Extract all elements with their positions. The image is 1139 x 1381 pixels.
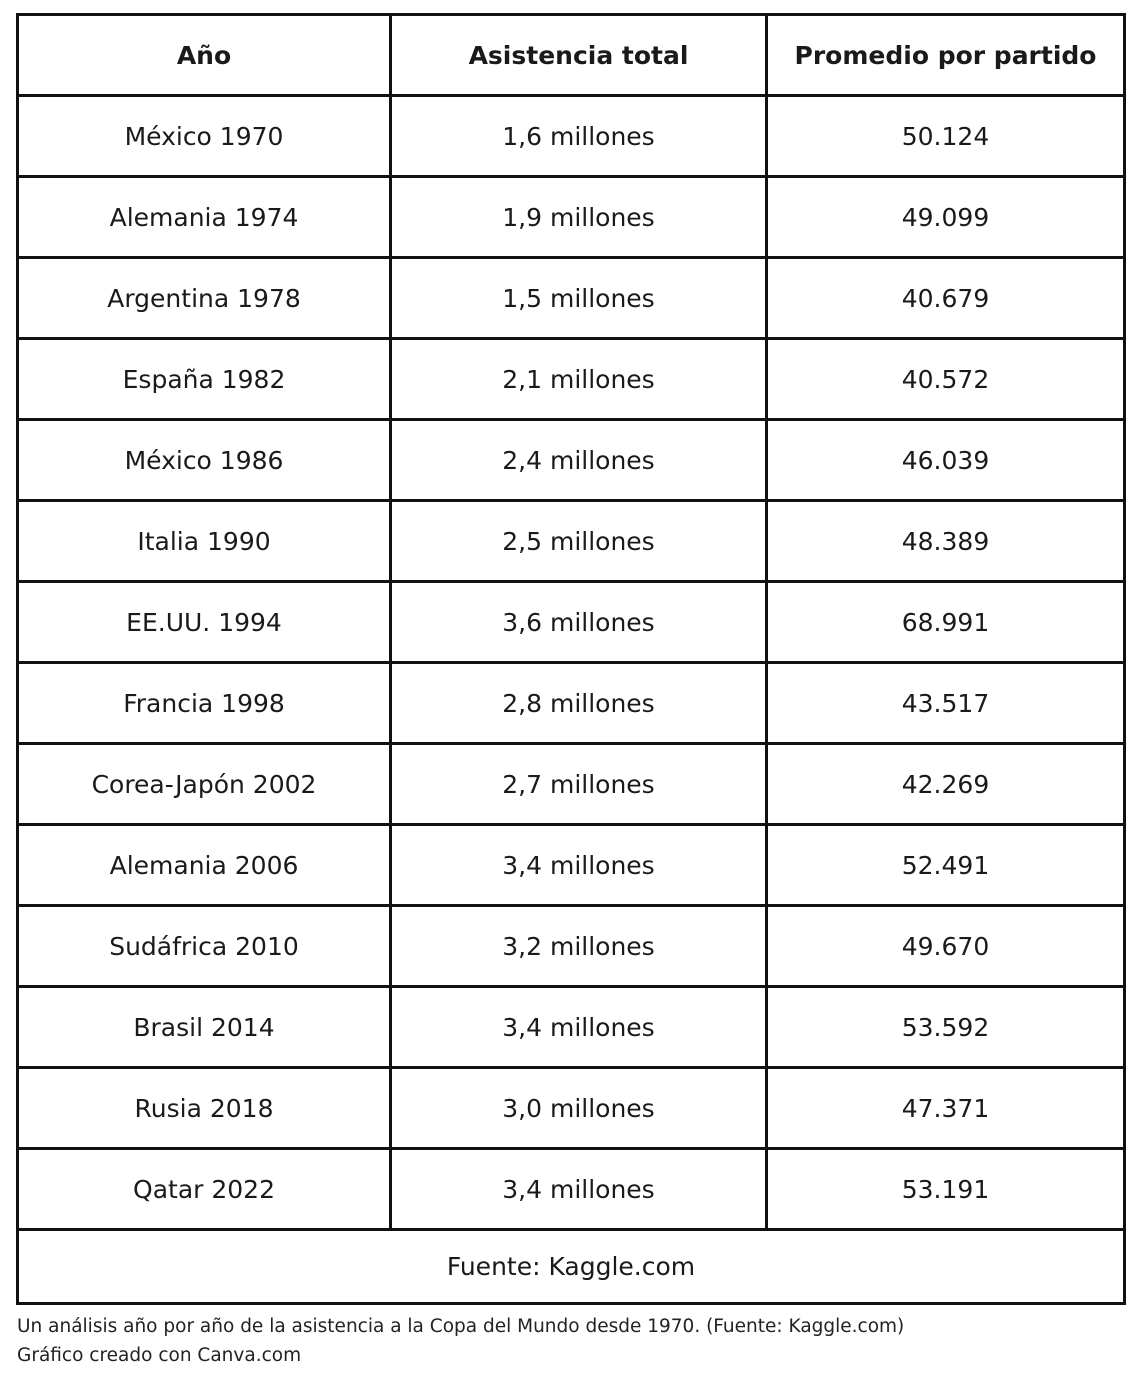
cell-average-per-match: 52.491 — [767, 825, 1125, 906]
cell-year: México 1986 — [18, 420, 391, 501]
table-row — [18, 1149, 1125, 1230]
cell-average-per-match: 43.517 — [767, 663, 1125, 744]
column-header-total-attendance: Asistencia total — [391, 15, 767, 96]
table-body — [18, 96, 1125, 1230]
cell-year: Sudáfrica 2010 — [18, 906, 391, 987]
cell-year: México 1970 — [18, 96, 391, 177]
cell-year: Qatar 2022 — [18, 1149, 391, 1230]
cell-total-attendance: 2,4 millones — [391, 420, 767, 501]
cell-year: España 1982 — [18, 339, 391, 420]
table-row — [18, 987, 1125, 1068]
table-row — [18, 582, 1125, 663]
figure-caption: Un análisis año por año de la asistencia a la Copa del Mundo desde 1970. (Fuente: Kaggle.com) — [17, 1316, 905, 1337]
cell-average-per-match: 68.991 — [767, 582, 1125, 663]
table-row — [18, 258, 1125, 339]
cell-year: Francia 1998 — [18, 663, 391, 744]
table-row — [18, 825, 1125, 906]
cell-total-attendance: 2,5 millones — [391, 501, 767, 582]
cell-average-per-match: 46.039 — [767, 420, 1125, 501]
table-row — [18, 744, 1125, 825]
cell-year: Argentina 1978 — [18, 258, 391, 339]
table-row — [18, 663, 1125, 744]
cell-total-attendance: 3,4 millones — [391, 987, 767, 1068]
cell-average-per-match: 47.371 — [767, 1068, 1125, 1149]
cell-year: Rusia 2018 — [18, 1068, 391, 1149]
cell-year: Alemania 1974 — [18, 177, 391, 258]
source-row — [18, 1230, 1125, 1304]
cell-total-attendance: 2,1 millones — [391, 339, 767, 420]
cell-average-per-match: 53.191 — [767, 1149, 1125, 1230]
column-header-average-per-match: Promedio por partido — [767, 15, 1125, 96]
cell-total-attendance: 2,7 millones — [391, 744, 767, 825]
figure-credit: Gráfico creado con Canva.com — [17, 1345, 302, 1366]
cell-year: Italia 1990 — [18, 501, 391, 582]
cell-total-attendance: 1,5 millones — [391, 258, 767, 339]
source-note: Fuente: Kaggle.com — [18, 1230, 1125, 1304]
cell-average-per-match: 40.572 — [767, 339, 1125, 420]
cell-total-attendance: 3,6 millones — [391, 582, 767, 663]
cell-total-attendance: 1,9 millones — [391, 177, 767, 258]
cell-total-attendance: 3,4 millones — [391, 1149, 767, 1230]
cell-total-attendance: 1,6 millones — [391, 96, 767, 177]
attendance-table — [16, 13, 1126, 1305]
cell-total-attendance: 3,4 millones — [391, 825, 767, 906]
cell-year: Corea-Japón 2002 — [18, 744, 391, 825]
table-row — [18, 177, 1125, 258]
cell-average-per-match: 49.099 — [767, 177, 1125, 258]
table-row — [18, 96, 1125, 177]
table-row — [18, 501, 1125, 582]
cell-total-attendance: 2,8 millones — [391, 663, 767, 744]
cell-average-per-match: 40.679 — [767, 258, 1125, 339]
cell-year: EE.UU. 1994 — [18, 582, 391, 663]
table-header-row — [18, 15, 1125, 96]
cell-average-per-match: 50.124 — [767, 96, 1125, 177]
table-row — [18, 906, 1125, 987]
cell-average-per-match: 49.670 — [767, 906, 1125, 987]
column-header-year: Año — [18, 15, 391, 96]
table-row — [18, 420, 1125, 501]
table-row — [18, 339, 1125, 420]
cell-year: Brasil 2014 — [18, 987, 391, 1068]
cell-total-attendance: 3,0 millones — [391, 1068, 767, 1149]
cell-average-per-match: 48.389 — [767, 501, 1125, 582]
table-row — [18, 1068, 1125, 1149]
cell-average-per-match: 53.592 — [767, 987, 1125, 1068]
cell-total-attendance: 3,2 millones — [391, 906, 767, 987]
cell-average-per-match: 42.269 — [767, 744, 1125, 825]
cell-year: Alemania 2006 — [18, 825, 391, 906]
